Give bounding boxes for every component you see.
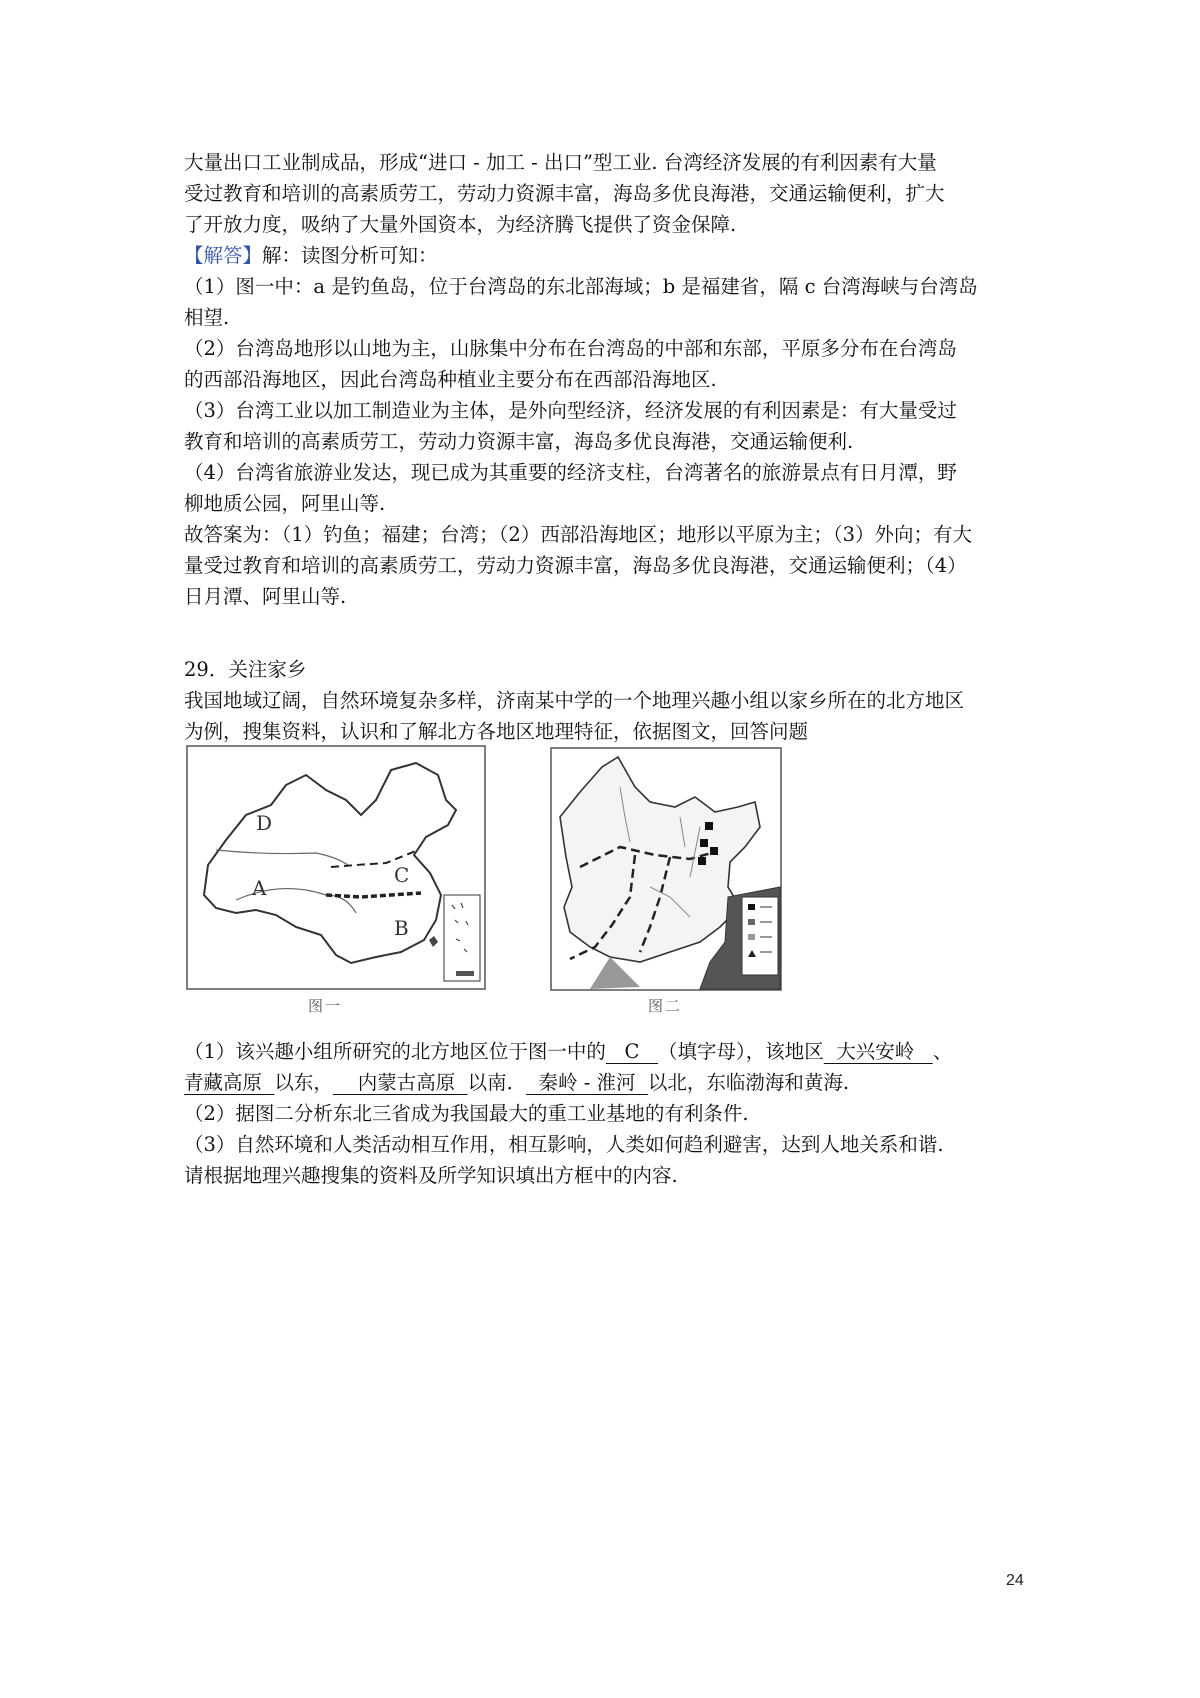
q1-text: （填字母），该地区 — [658, 1040, 824, 1063]
china-map-image — [186, 745, 486, 990]
text-line: （2）台湾岛地形以山地为主，山脉集中分布在台湾岛的中部和东部，平原多分布在台湾岛 — [184, 337, 957, 360]
question-29-intro — [184, 654, 1024, 747]
q1-text: 以东， — [274, 1071, 333, 1094]
text-line: 我国地域辽阔，自然环境复杂多样，济南某中学的一个地理兴趣小组以家乡所在的北方地区 — [184, 689, 965, 712]
northeast-map-image — [550, 747, 782, 991]
answer-section — [184, 147, 1024, 612]
text-line: 的西部沿海地区，因此台湾岛种植业主要分布在西部沿海地区. — [184, 368, 717, 391]
answer-intro-text: 解：读图分析可知： — [262, 244, 438, 267]
text-line: （4）台湾省旅游业发达，现已成为其重要的经济支柱，台湾著名的旅游景点有日月潭，野 — [184, 461, 957, 484]
question-title: 29．关注家乡 — [184, 658, 307, 681]
text-line: 相望. — [184, 306, 230, 329]
q1-answer-boundary: 大兴安岭 — [823, 1040, 933, 1063]
q1-answer-boundary: 秦岭 - 淮河 — [526, 1071, 648, 1094]
text-line: 大量出口工业制成品，形成“进口 - 加工 - 出口”型工业. 台湾经济发展的有利因素有大量 — [184, 151, 937, 174]
q1-answer-letter: C — [605, 1040, 659, 1063]
sub-question-1 — [184, 1036, 1024, 1067]
map-label-d: D — [256, 811, 273, 835]
sub-question-1-cont — [184, 1067, 1024, 1098]
text-line: 为例，搜集资料，认识和了解北方各地区地理特征，依据图文，回答问题 — [184, 720, 809, 743]
text-line: （1）图一中：a 是钓鱼岛，位于台湾岛的东北部海域；b 是福建省，隔 c 台湾海峡与台湾岛 — [184, 275, 978, 298]
text-line: （3）台湾工业以加工制造业为主体，是外向型经济，经济发展的有利因素是：有大量受过 — [184, 399, 957, 422]
answer-intro — [184, 240, 1024, 271]
text-line: 柳地质公园，阿里山等. — [184, 492, 386, 515]
sub-question-3: （3）自然环境和人类活动相互作用，相互影响，人类如何趋利避害，达到人地关系和谐. — [184, 1133, 944, 1156]
map-label-a: A — [252, 876, 267, 900]
q1-answer-boundary: 内蒙古高原 — [332, 1071, 468, 1094]
figure-2-caption: 图二 — [648, 997, 683, 1015]
map-label-b: B — [394, 916, 409, 940]
q1-text: （1）该兴趣小组所研究的北方地区位于图一中的 — [184, 1040, 606, 1063]
sub-question-3-cont: 请根据地理兴趣搜集的资料及所学知识填出方框中的内容. — [184, 1164, 678, 1187]
q1-text: 以南． — [467, 1071, 527, 1094]
figures — [186, 745, 806, 1020]
text-line: 故答案为：（1）钓鱼；福建；台湾；（2）西部沿海地区；地形以平原为主；（3）外向；有大 — [184, 523, 972, 546]
figure-1-caption: 图一 — [308, 997, 343, 1015]
q1-text: 以北，东临渤海和黄海. — [647, 1071, 850, 1094]
page-number: 24 — [1006, 1572, 1024, 1589]
question-29-items — [184, 1036, 1024, 1191]
text-line: 日月潭、阿里山等. — [184, 585, 347, 608]
text-line: 了开放力度，吸纳了大量外国资本，为经济腾飞提供了资金保障. — [184, 213, 737, 236]
text-line: 量受过教育和培训的高素质劳工，劳动力资源丰富，海岛多优良海港，交通运输便利；（4） — [184, 554, 967, 577]
text-line: 受过教育和培训的高素质劳工，劳动力资源丰富，海岛多优良海港，交通运输便利，扩大 — [184, 182, 945, 205]
answer-tag: 【解答】 — [184, 244, 263, 267]
q1-text: 、 — [932, 1040, 953, 1063]
figure-2-northeast-map — [550, 747, 782, 1015]
q1-answer-boundary: 青藏高原 — [184, 1071, 275, 1094]
map-label-c: C — [394, 863, 410, 887]
figure-1-china-map — [186, 745, 486, 1015]
sub-question-2: （2）据图二分析东北三省成为我国最大的重工业基地的有利条件. — [184, 1102, 749, 1125]
text-line: 教育和培训的高素质劳工，劳动力资源丰富，海岛多优良海港，交通运输便利. — [184, 430, 854, 453]
